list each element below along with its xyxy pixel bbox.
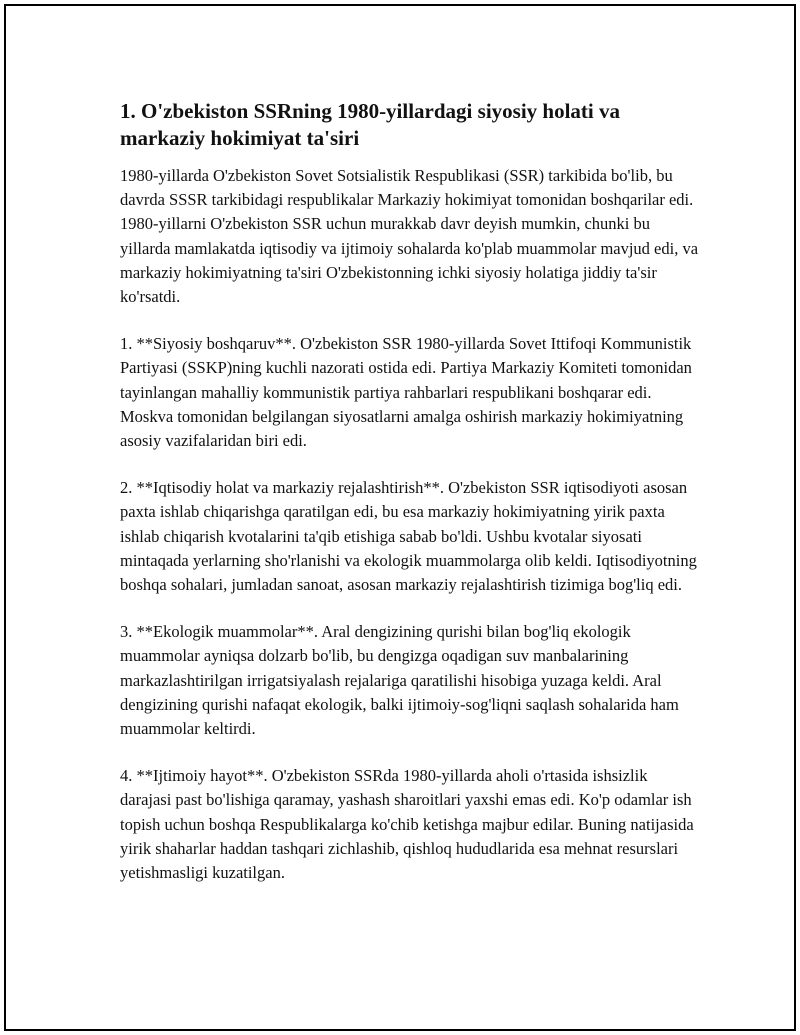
intro-paragraph: 1980-yillarda O'zbekiston Sovet Sotsialistik Respublikasi (SSR) tarkibida bo'lib, bu davrda SSSR tarkibidagi respublikalar Markaziy hokimiyat tomonidan boshqarilar edi. 1980-yillarni O'zbekiston SSR uchun murakkab davr deyish mumkin, chunki bu yillarda mamlakatda iqtisodiy va ijtimoiy sohalarda ko'plab muammolar mavjud edi, va markaziy hokimiyatning ta'siri O'zbekistonning ichki siyosiy holatiga jiddiy ta'sir ko'rsatdi. bbox=[120, 166, 699, 307]
paragraph-political-governance: 1. **Siyosiy boshqaruv**. O'zbekiston SSR 1980-yillarda Sovet Ittifoqi Kommunistik Partiyasi (SSKP)ning kuchli nazorati ostida edi. Partiya Markaziy Komiteti tomonidan tayinlangan mahalliy kommunistik partiya rahbarlari respublikani boshqarar edi. Moskva tomonidan belgilangan siyosatlarni amalga oshirish markaziy hokimiyatning asosiy vazifalaridan biri edi. bbox=[120, 334, 692, 451]
paragraph-economic-planning: 2. **Iqtisodiy holat va markaziy rejalashtirish**. O'zbekiston SSR iqtisodiyoti asosan paxta ishlab chiqarishga qaratilgan edi, bu esa markaziy hokimiyatning yirik paxta ishlab chiqarish kvotalarini ta'qib etishiga sabab bo'ldi. Ushbu kvotalar siyosati mintaqada yerlarning sho'rlanishi va ekologik muammolarga olib keldi. Iqtisodiyotning boshqa sohalari, jumladan sanoat, asosan markaziy rejalashtirish tizimiga bog'liq edi. bbox=[120, 478, 697, 595]
page-frame bbox=[4, 4, 796, 1031]
document-title: 1. O'zbekiston SSRning 1980-yillardagi siyosiy holati va markaziy hokimiyat ta'siri bbox=[120, 99, 621, 150]
paragraph-ecological-problems: 3. **Ekologik muammolar**. Aral dengizining qurishi bilan bog'liq ekologik muammolar ayniqsa dolzarb bo'lib, bu dengizga oqadigan suv manbalarining markazlashtirilgan irrigatsiyalash rejalariga qaratilishi hisobiga yuzaga keldi. Aral dengizining qurishi nafaqat ekologik, balki ijtimoiy-sog'liqni saqlash sohalarida ham muammolar keltirdi. bbox=[120, 622, 679, 739]
paragraph-social-life: 4. **Ijtimoiy hayot**. O'zbekiston SSRda 1980-yillarda aholi o'rtasida ishsizlik darajasi past bo'lishiga qaramay, yashash sharoitlari yaxshi emas edi. Ko'p odamlar ish topish uchun boshqa Respublikalarga ko'chib ketishga majbur edilar. Buning natijasida yirik shaharlar haddan tashqari zichlashib, qishloq hududlarida esa mehnat resurslari yetishmasligi kuzatilgan. bbox=[120, 766, 694, 883]
document-body bbox=[120, 98, 700, 908]
